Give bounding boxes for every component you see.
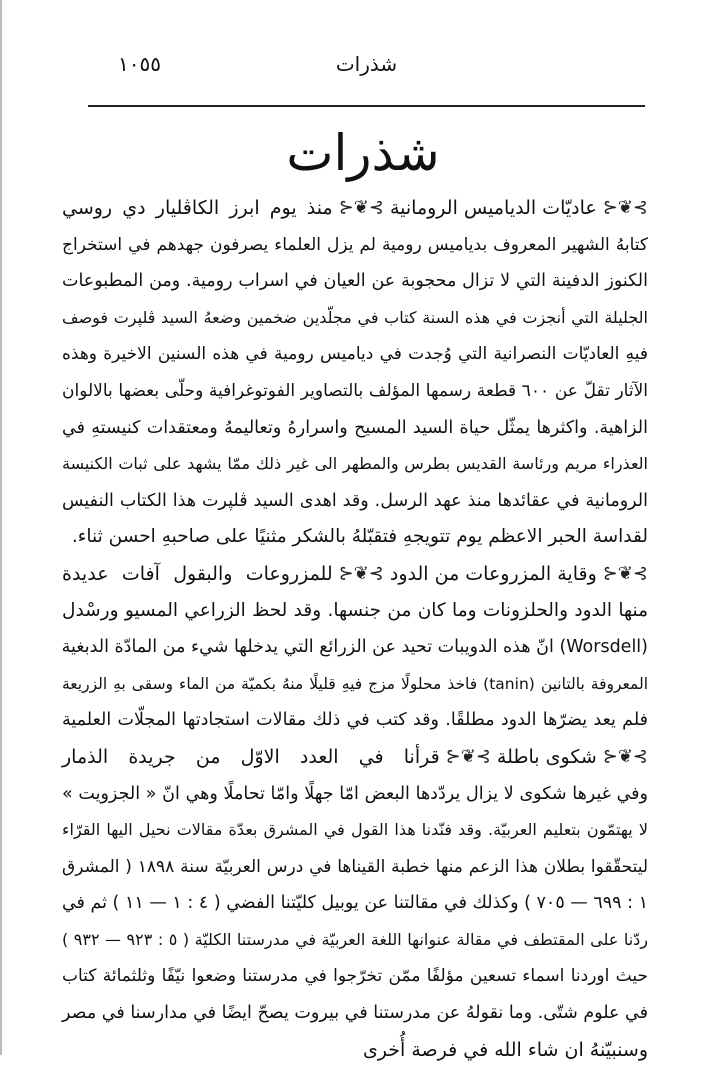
text-line: المعروفة بالتانين (tanin) فاخذ محلولًا مزج فيهِ قليلًا منهُ بكميّة من الماء وسقى بهِ الزريعة xyxy=(62,674,648,693)
text-line: (Worsdell) انّ هذه الدويبات تحيد عن الزرائع التي يدخلها شيء من المادّة الدبغية xyxy=(61,637,648,658)
text-line: ١ : ٦٩٩ — ٧٠٥ ) وكذلك في مقالتنا عن يوبيل كليّتنا الفضي ( ٤ : ١ — ١١ ) ثم في xyxy=(61,893,648,914)
text-line: ردّنا على المقتطف في مقالة عنوانها اللغة العربيّة في مدرستنا الكليّة ( ٥ : ٩٢٣ — ٩٣٢ ) xyxy=(62,929,649,949)
news-item-title: وقاية المزروعات من الدود xyxy=(389,562,597,585)
header-rule xyxy=(88,105,645,107)
running-header xyxy=(88,48,645,84)
news-item-heading-line xyxy=(62,556,648,593)
text-line: في علوم شتّى. وما نقولهُ عن مدرستنا في بيروت يصحّ ايضًا في مدارسنا في مصر xyxy=(62,1003,648,1024)
article-body xyxy=(62,190,648,1068)
text-line: وفي غيرها شكوى لا يزال يردّدها البعض امّا جهلًا وامّا تحاملًا وهي انّ « الجزويت » xyxy=(62,783,648,804)
news-item-title: عاديّات الدياميس الرومانية xyxy=(389,197,597,219)
text-line: الرومانية في عقائدها منذ عهد الرسل. وقد اهدى السيد ڤلپرت هذا الكتاب النفيس xyxy=(62,490,648,511)
fleuron-icon: ⊱❦⊰ xyxy=(602,745,648,767)
fleuron-icon: ⊱❦⊰ xyxy=(602,562,648,584)
text-line: الجليلة التي أنجزت في هذه السنة كتاب في مجلّدين ضخمين وضعهُ السيد ڤلپرت فوصف xyxy=(62,307,648,327)
news-item-heading-line xyxy=(62,190,648,227)
text-line: لقداسة الحبر الاعظم يوم تتويجهِ فتقبّلهُ بالشكر مثنيًا على صاحبهِ احسن ثناء. xyxy=(71,526,648,548)
news-item-text: قرأنا في العدد الاوّل من جريدة الذمار xyxy=(62,745,440,768)
section-title: شذرات xyxy=(286,124,440,182)
text-line: الزاهية. واكثرها يمثّل حياة السيد المسيح واسرارهُ وتعاليمهُ ومعتقدات كنيستهِ في xyxy=(62,417,648,438)
text-line: وسنبيّنهُ ان شاء الله في فرصة أُخرى xyxy=(362,1038,648,1061)
fleuron-icon: ⊱❦⊰ xyxy=(602,197,648,218)
text-line: العذراء مريم ورئاسة القديس بطرس والمطهر الى غير ذلك ممّا يشهد على ثبات الكنيسة xyxy=(62,454,648,474)
text-line: منها الدود والحلزونات وما كان من جنسها. وقد لحظ الزراعي المسيو ورسْدل xyxy=(62,599,648,621)
running-title: شذرات xyxy=(335,52,398,76)
news-item-text: للمزروعات والبقول آفات عديدة xyxy=(62,562,333,585)
text-line: لا يهتمّون بتعليم العربيّة. وقد فنّدنا هذا القول في المشرق بعدّة مقالات نحيل اليها القرّاء xyxy=(62,820,648,840)
text-line: حيث اوردنا اسماء تسعين مؤلفًا ممّن تخرّجوا في مدرستنا وضعوا نيّفًا وثلثمائة كتاب xyxy=(62,966,648,987)
text-line: فلم يعد يضرّها الدود مطلقًا. وقد كتب في ذلك مقالات استجادتها المجلّات العلمية xyxy=(62,710,648,731)
fleuron-icon: ⊱❦⊰ xyxy=(338,197,384,218)
text-line: الآثار تقلّ عن ٦٠٠ قطعة رسمها المؤلف بالتصاوير الفوتوغرافية وحلّى بعضها بالالوان xyxy=(62,380,648,401)
fleuron-icon: ⊱❦⊰ xyxy=(338,562,384,584)
news-item-text: منذ يوم ابرز الكاڤليار دي روسي xyxy=(62,197,333,219)
text-line: الكنوز الدفينة التي لا تزال محجوبة عن العيان في اسراب رومية. ومن المطبوعات xyxy=(62,271,648,292)
text-line: فيهِ العاديّات النصرانية التي وُجدت في دياميس رومية في هذه السنين الاخيرة وهذه xyxy=(62,344,648,365)
text-line: ليتحقّقوا بطلان هذا الزعم منها خطبة القيناها في درس العربيّة سنة ١٨٩٨ ( المشرق xyxy=(62,856,649,877)
page-number: ١٠٥٥ xyxy=(118,52,161,76)
fleuron-icon: ⊱❦⊰ xyxy=(445,745,491,767)
news-item-title: شكوى باطلة xyxy=(496,745,597,768)
text-line: كتابهُ الشهير المعروف بدياميس رومية لم يزل العلماء يصرفون جهدهم في استخراج xyxy=(62,234,648,255)
news-item-heading-line xyxy=(62,739,648,776)
